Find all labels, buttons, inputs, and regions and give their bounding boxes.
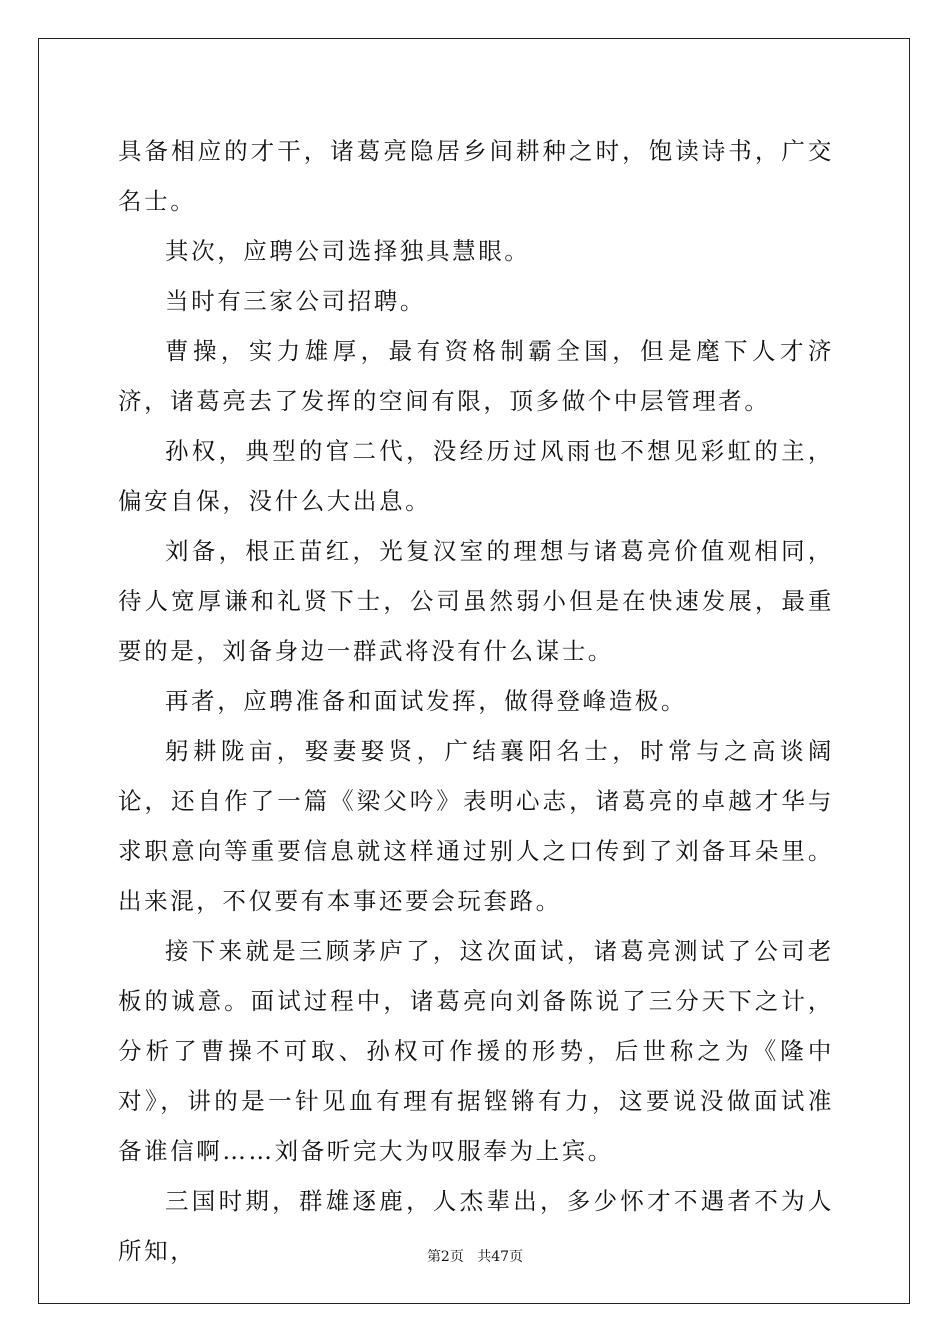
paragraph: 当时有三家公司招聘。 [165,287,426,315]
page-footer [0,1246,950,1266]
paragraph: 其次，应聘公司选择独具慧眼。 [165,237,531,265]
paragraph: 刘备，根正苗红，光复汉室的理想与诸葛亮价值观相同，待人宽厚谦和礼贤下士，公司虽然弱小但是在快速发展，最重要的是，刘备身边一群武将没有什么谋士。 [118,537,834,665]
page-number: 第2页 [426,1249,464,1265]
paragraph: 再者，应聘准备和面试发挥，做得登峰造极。 [165,687,687,715]
total-pages: 共47页 [477,1249,524,1265]
paragraph: 曹操，实力雄厚，最有资格制霸全国，但是麾下人才济济，诸葛亮去了发挥的空间有限，顶多做个中层管理者。 [118,337,834,415]
paragraph: 具备相应的才干，诸葛亮隐居乡间耕种之时，饱读诗书，广交名士。 [118,137,834,215]
document-body [118,126,834,1276]
paragraph: 躬耕陇亩，娶妻娶贤，广结襄阳名士，时常与之高谈阔论，还自作了一篇《梁父吟》表明心志，诸葛亮的卓越才华与求职意向等重要信息就这样通过别人之口传到了刘备耳朵里。出来混，不仅要有本事还要会玩套路。 [118,737,834,915]
paragraph: 孙权，典型的官二代，没经历过风雨也不想见彩虹的主，偏安自保，没什么大出息。 [118,437,834,515]
paragraph: 接下来就是三顾茅庐了，这次面试，诸葛亮测试了公司老板的诚意。面试过程中，诸葛亮向刘备陈说了三分天下之计，分析了曹操不可取、孙权可作援的形势，后世称之为《隆中对》，讲的是一针见血有理有据铿锵有力，这要说没做面试准备谁信啊……刘备听完大为叹服奉为上宾。 [118,937,834,1165]
paragraph: 三国时期，群雄逐鹿，人杰辈出，多少怀才不遇者不为人所知， [118,1187,834,1265]
